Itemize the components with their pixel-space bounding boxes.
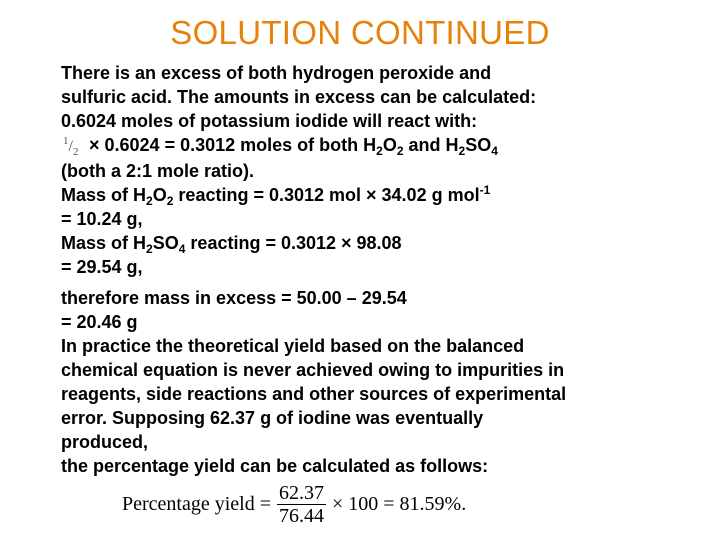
subscript: 2 bbox=[146, 242, 153, 256]
text-segment: O bbox=[382, 135, 397, 155]
subscript: 4 bbox=[491, 144, 498, 158]
text-line: reagents, side reactions and other sources of experimental bbox=[61, 384, 567, 404]
subscript: 2 bbox=[146, 194, 153, 208]
fraction-denominator: 76.44 bbox=[279, 504, 324, 527]
text-line-mass-h2o2 bbox=[61, 183, 641, 207]
text-line: error. Supposing 62.37 g of iodine was eventually bbox=[61, 408, 484, 428]
text-segment: and H bbox=[403, 135, 459, 155]
text-line: chemical equation is never achieved owing to impurities in bbox=[61, 360, 565, 380]
text-line: In practice the theoretical yield based on the balanced bbox=[61, 336, 525, 356]
half-denominator: 2 bbox=[72, 146, 79, 158]
text-line: (both a 2:1 mole ratio). bbox=[61, 161, 255, 181]
text-line: = 29.54 g, bbox=[61, 257, 143, 277]
text-segment: Mass of H bbox=[61, 185, 147, 205]
solution-text-part-1 bbox=[61, 61, 641, 279]
text-segment: Mass of H bbox=[61, 233, 147, 253]
text-segment: reacting = 0.3012 mol × 34.02 g mol bbox=[173, 185, 480, 205]
formula-fraction bbox=[277, 482, 326, 527]
slide-title: SOLUTION CONTINUED bbox=[170, 14, 550, 51]
text-line: 0.6024 moles of potassium iodide will react with: bbox=[61, 111, 478, 131]
fraction-numerator: 62.37 bbox=[279, 481, 324, 504]
text-segment: reacting = 0.3012 × 98.08 bbox=[185, 233, 402, 253]
text-line: There is an excess of both hydrogen peroxide and bbox=[61, 63, 492, 83]
text-line-mole-ratio bbox=[61, 133, 641, 159]
text-segment: SO bbox=[465, 135, 492, 155]
formula-lhs: Percentage yield = bbox=[122, 492, 271, 515]
subscript: 2 bbox=[166, 194, 174, 208]
text-segment: O bbox=[152, 185, 167, 205]
percentage-yield-formula bbox=[122, 482, 466, 526]
subscript: 4 bbox=[178, 242, 186, 256]
text-segment: SO bbox=[152, 233, 179, 253]
text-line: sulfuric acid. The amounts in excess can be calculated: bbox=[61, 87, 537, 107]
text-line-mass-h2so4 bbox=[61, 231, 641, 255]
subscript: 2 bbox=[458, 144, 466, 158]
subscript: 2 bbox=[396, 144, 404, 158]
text-line: = 10.24 g, bbox=[61, 209, 143, 229]
text-line: therefore mass in excess = 50.00 – 29.54 bbox=[61, 288, 407, 308]
text-line: produced, bbox=[61, 432, 149, 452]
one-half-fraction: $^1/_2$ bbox=[63, 135, 79, 158]
text-segment: × 0.6024 = 0.3012 moles of both H bbox=[89, 135, 377, 155]
superscript: -1 bbox=[479, 183, 491, 197]
text-line: the percentage yield can be calculated as follows: bbox=[61, 456, 489, 476]
formula-rhs: × 100 = 81.59%. bbox=[332, 492, 467, 515]
solution-text-part-2 bbox=[61, 286, 641, 478]
subscript: 2 bbox=[376, 144, 383, 158]
text-line: = 20.46 g bbox=[61, 312, 138, 332]
half-numerator: 1 bbox=[63, 135, 69, 147]
